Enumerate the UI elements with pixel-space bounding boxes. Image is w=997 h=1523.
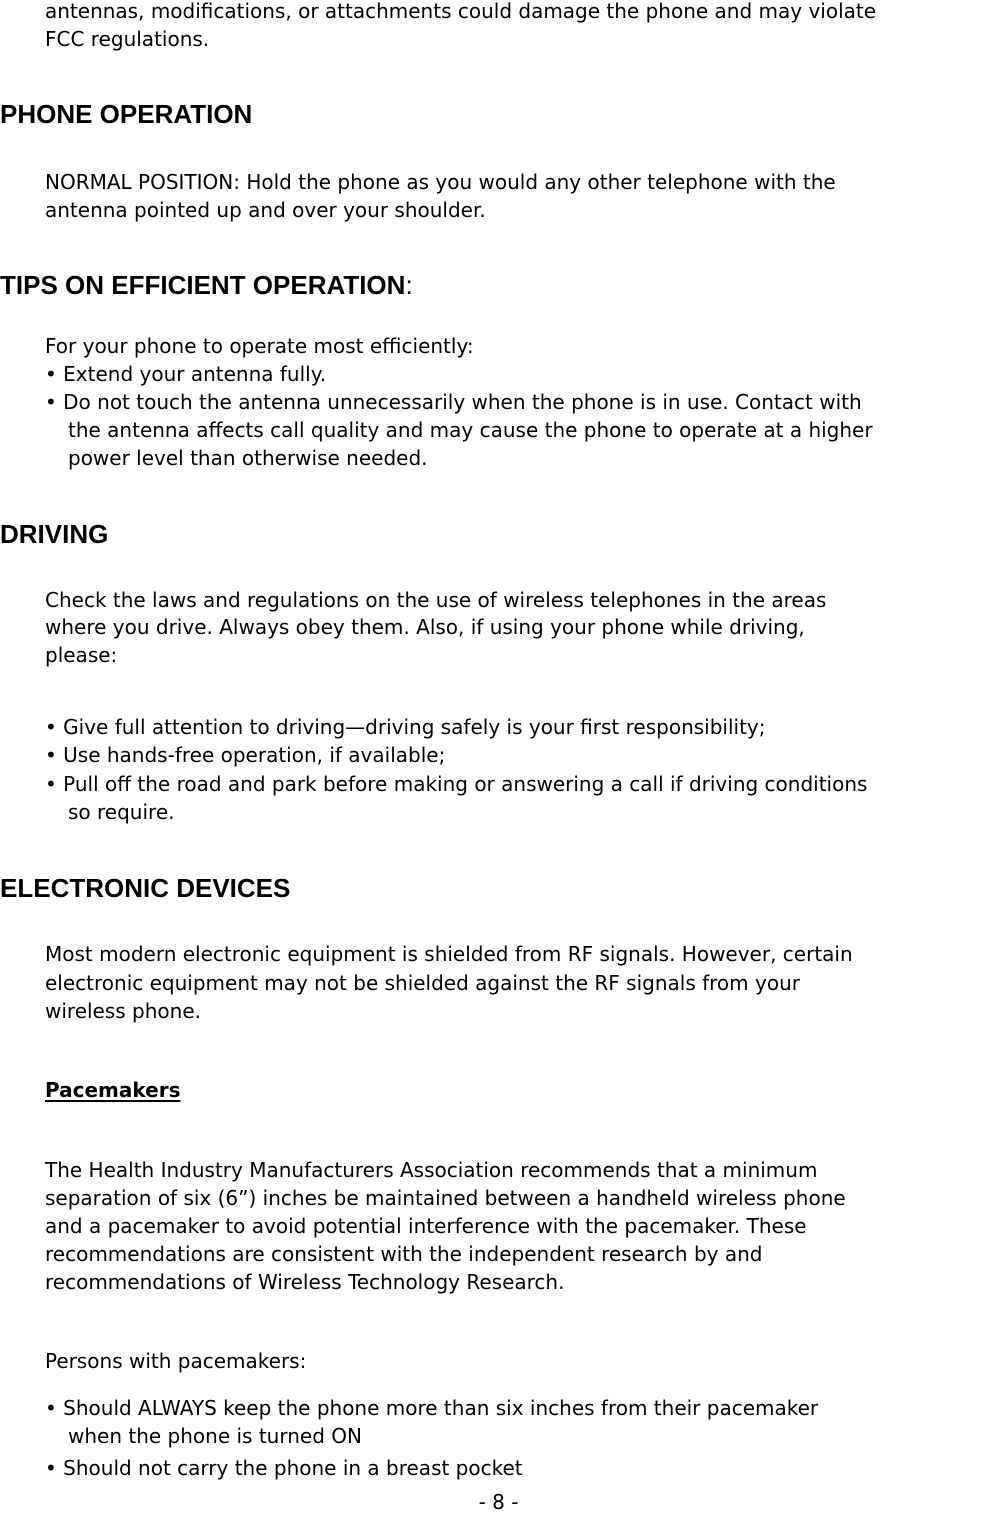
driving-bullet-2: • Use hands-free operation, if available; xyxy=(45,743,446,767)
tips-heading-colon: : xyxy=(405,270,413,300)
pacemakers-bullet-2: • Should not carry the phone in a breast pocket xyxy=(45,1456,523,1480)
driving-para-line-1: Check the laws and regulations on the use of wireless telephones in the areas xyxy=(45,588,827,612)
pacemakers-para-line-2: separation of six (6”) inches be maintained between a handheld wireless phone xyxy=(45,1186,846,1210)
driving-heading: DRIVING xyxy=(0,519,109,549)
electronic-devices-line-3: wireless phone. xyxy=(45,999,202,1023)
tips-heading xyxy=(0,270,413,300)
driving-bullet-3-line-2: so require. xyxy=(68,800,175,824)
pacemakers-para-line-1: The Health Industry Manufacturers Association recommends that a minimum xyxy=(45,1158,818,1182)
tips-bullet-2-line-1: • Do not touch the antenna unnecessarily when the phone is in use. Contact with xyxy=(45,390,862,414)
pacemakers-bullet-1-line-1: • Should ALWAYS keep the phone more than six inches from their pacemaker xyxy=(45,1396,819,1420)
driving-bullet-3-line-1: • Pull off the road and park before making or answering a call if driving conditions xyxy=(45,772,868,796)
electronic-devices-line-2: electronic equipment may not be shielded against the RF signals from your xyxy=(45,971,800,995)
pacemakers-para-line-5: recommendations of Wireless Technology Research. xyxy=(45,1270,565,1294)
pacemakers-subheading: Pacemakers xyxy=(45,1078,181,1102)
phone-operation-line-2: antenna pointed up and over your shoulder. xyxy=(45,198,486,222)
driving-para-line-2: where you drive. Always obey them. Also, if using your phone while driving, xyxy=(45,615,805,639)
driving-para-line-3: please: xyxy=(45,643,118,667)
pacemakers-bullet-1-line-2: when the phone is turned ON xyxy=(68,1424,362,1448)
tips-heading-text: TIPS ON EFFICIENT OPERATION xyxy=(0,270,406,300)
electronic-devices-heading: ELECTRONIC DEVICES xyxy=(0,873,291,903)
pacemakers-para-line-3: and a pacemaker to avoid potential interference with the pacemaker. These xyxy=(45,1214,807,1238)
intro-line-1: antennas, modifications, or attachments could damage the phone and may violate xyxy=(45,0,877,23)
tips-bullet-1: • Extend your antenna fully. xyxy=(45,362,327,386)
driving-bullet-1: • Give full attention to driving—driving safely is your first responsibility; xyxy=(45,715,766,739)
phone-operation-line-1: NORMAL POSITION: Hold the phone as you would any other telephone with the xyxy=(45,170,836,194)
pacemakers-lead: Persons with pacemakers: xyxy=(45,1349,307,1373)
electronic-devices-line-1: Most modern electronic equipment is shielded from RF signals. However, certain xyxy=(45,942,853,966)
tips-lead: For your phone to operate most efficiently: xyxy=(45,334,474,358)
intro-line-2: FCC regulations. xyxy=(45,27,210,51)
phone-operation-heading: PHONE OPERATION xyxy=(0,99,253,129)
tips-bullet-2-line-2: the antenna affects call quality and may cause the phone to operate at a higher xyxy=(68,418,873,442)
pacemakers-para-line-4: recommendations are consistent with the independent research by and xyxy=(45,1242,763,1266)
tips-bullet-2-line-3: power level than otherwise needed. xyxy=(68,446,428,470)
page-number: - 8 - xyxy=(478,1490,519,1514)
